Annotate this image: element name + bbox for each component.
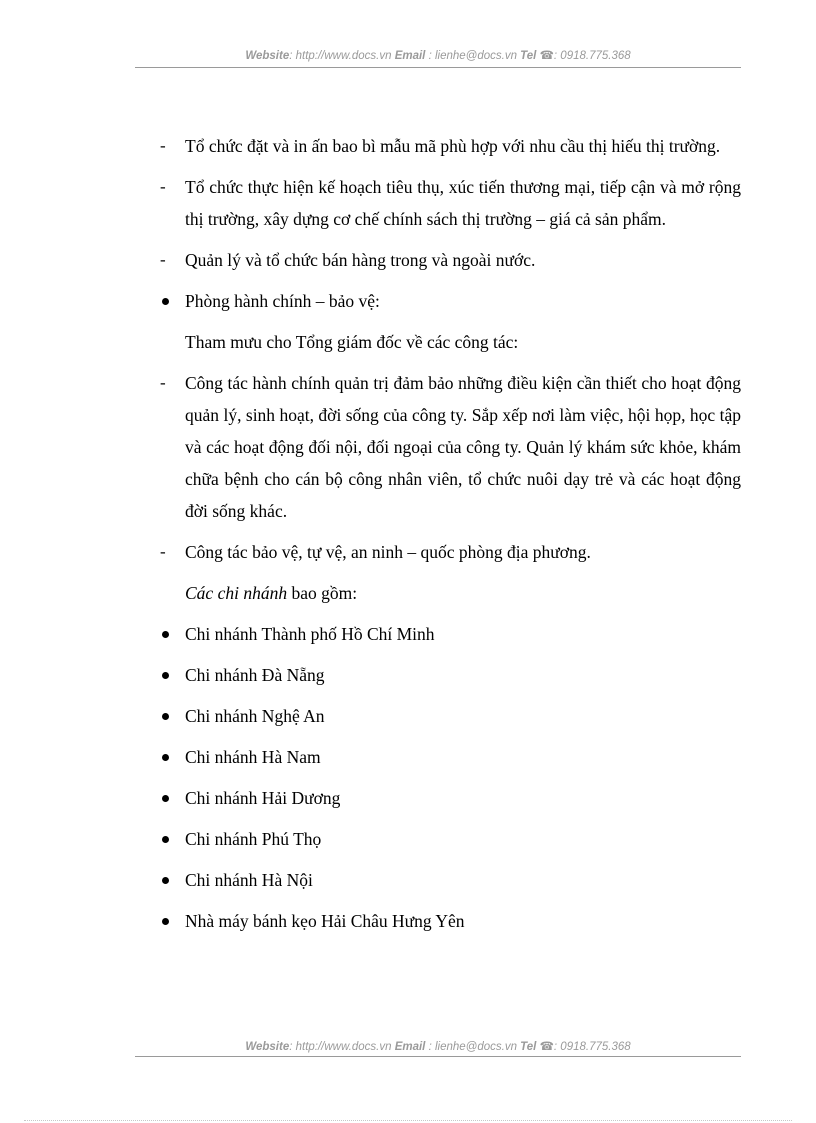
branch-item: [160, 700, 741, 732]
branches-intro-rest: bao gồm:: [287, 583, 358, 603]
branch-item: [160, 782, 741, 814]
website-label: Website: [245, 50, 290, 62]
footer-rule: [135, 1056, 741, 1057]
bullet-icon: [162, 631, 169, 638]
dash-marker: -: [160, 542, 166, 561]
list-item-text: Công tác bảo vệ, tự vệ, an ninh – quốc phòng địa phương.: [185, 542, 591, 562]
header-rule: [135, 67, 741, 68]
branches-intro: [160, 577, 741, 609]
branch-name: Chi nhánh Thành phố Hồ Chí Minh: [185, 624, 435, 644]
tel-label: Tel: [520, 50, 537, 62]
email-label: Email: [394, 50, 426, 62]
branch-item: [160, 618, 741, 650]
branch-item: [160, 659, 741, 691]
branch-name: Chi nhánh Hải Dương: [185, 788, 341, 808]
branch-name: Chi nhánh Đà Nẵng: [185, 665, 325, 685]
branches-intro-italic: Các chi nhánh: [185, 583, 288, 603]
branch-name: Chi nhánh Hà Nội: [185, 870, 313, 890]
bullet-icon: [162, 795, 169, 802]
list-item-text: Công tác hành chính quản trị đảm bảo những điều kiện cần thiết cho hoạt động quản lý, sinh hoạt, đời sống của công ty. Sắp xếp nơi làm việc, hội họp, học tập và các hoạt động đối nội, đối ngoại của công ty. Quản lý khám sức khỏe, khám chữa bệnh cho cán bộ công nhân viên, tổ chức nuôi dạy trẻ và các hoạt động đời sống khác.: [185, 373, 741, 521]
branch-item: [160, 823, 741, 855]
branch-item: [160, 864, 741, 896]
branch-name: Chi nhánh Nghệ An: [185, 706, 325, 726]
branch-name: Chi nhánh Phú Thọ: [185, 829, 322, 849]
list-item: [160, 536, 741, 568]
list-item-text: Tổ chức thực hiện kế hoạch tiêu thụ, xúc tiến thương mại, tiếp cận và mở rộng thị trường, xây dựng cơ chế chính sách thị trường – giá cả sản phẩm.: [185, 177, 741, 229]
website-url: : http://www.docs.vn: [289, 1041, 392, 1053]
list-item-text: Tổ chức đặt và in ấn bao bì mẫu mã phù hợp với nhu cầu thị hiếu thị trường.: [185, 136, 721, 156]
bullet-icon: [162, 672, 169, 679]
email-label: Email: [394, 1041, 426, 1053]
bullet-icon: [162, 298, 169, 305]
list-item: [160, 130, 741, 162]
advisory-line: Tham mưu cho Tổng giám đốc về các công tác:: [185, 332, 519, 352]
dash-marker: -: [160, 136, 166, 155]
bullet-icon: [162, 713, 169, 720]
list-item: [160, 367, 741, 527]
page-footer: [135, 1039, 741, 1053]
list-item-text: Quản lý và tổ chức bán hàng trong và ngoài nước.: [185, 250, 536, 270]
branch-item: [160, 741, 741, 773]
phone-icon: ☎: [539, 1041, 554, 1053]
dash-marker: -: [160, 177, 166, 196]
list-item: [160, 171, 741, 235]
dash-marker: -: [160, 250, 166, 269]
list-item: [160, 244, 741, 276]
page-header: [135, 48, 741, 62]
document-body: [160, 130, 741, 946]
page-edge-divider: [24, 1120, 792, 1121]
section-heading: Phòng hành chính – bảo vệ:: [185, 291, 380, 311]
section-bullet: [160, 285, 741, 317]
bullet-icon: [162, 877, 169, 884]
tel-value: : 0918.775.368: [553, 50, 631, 62]
tel-value: : 0918.775.368: [553, 1041, 631, 1053]
branch-name: Nhà máy bánh kẹo Hải Châu Hưng Yên: [185, 911, 465, 931]
tel-label: Tel: [520, 1041, 537, 1053]
website-url: : http://www.docs.vn: [289, 50, 392, 62]
bullet-icon: [162, 918, 169, 925]
email-value: : lienhe@docs.vn: [428, 1041, 517, 1053]
phone-icon: ☎: [539, 50, 554, 62]
dash-marker: -: [160, 373, 166, 392]
email-value: : lienhe@docs.vn: [428, 50, 517, 62]
website-label: Website: [245, 1041, 290, 1053]
bullet-icon: [162, 754, 169, 761]
bullet-icon: [162, 836, 169, 843]
branch-name: Chi nhánh Hà Nam: [185, 747, 321, 767]
branch-item: [160, 905, 741, 937]
